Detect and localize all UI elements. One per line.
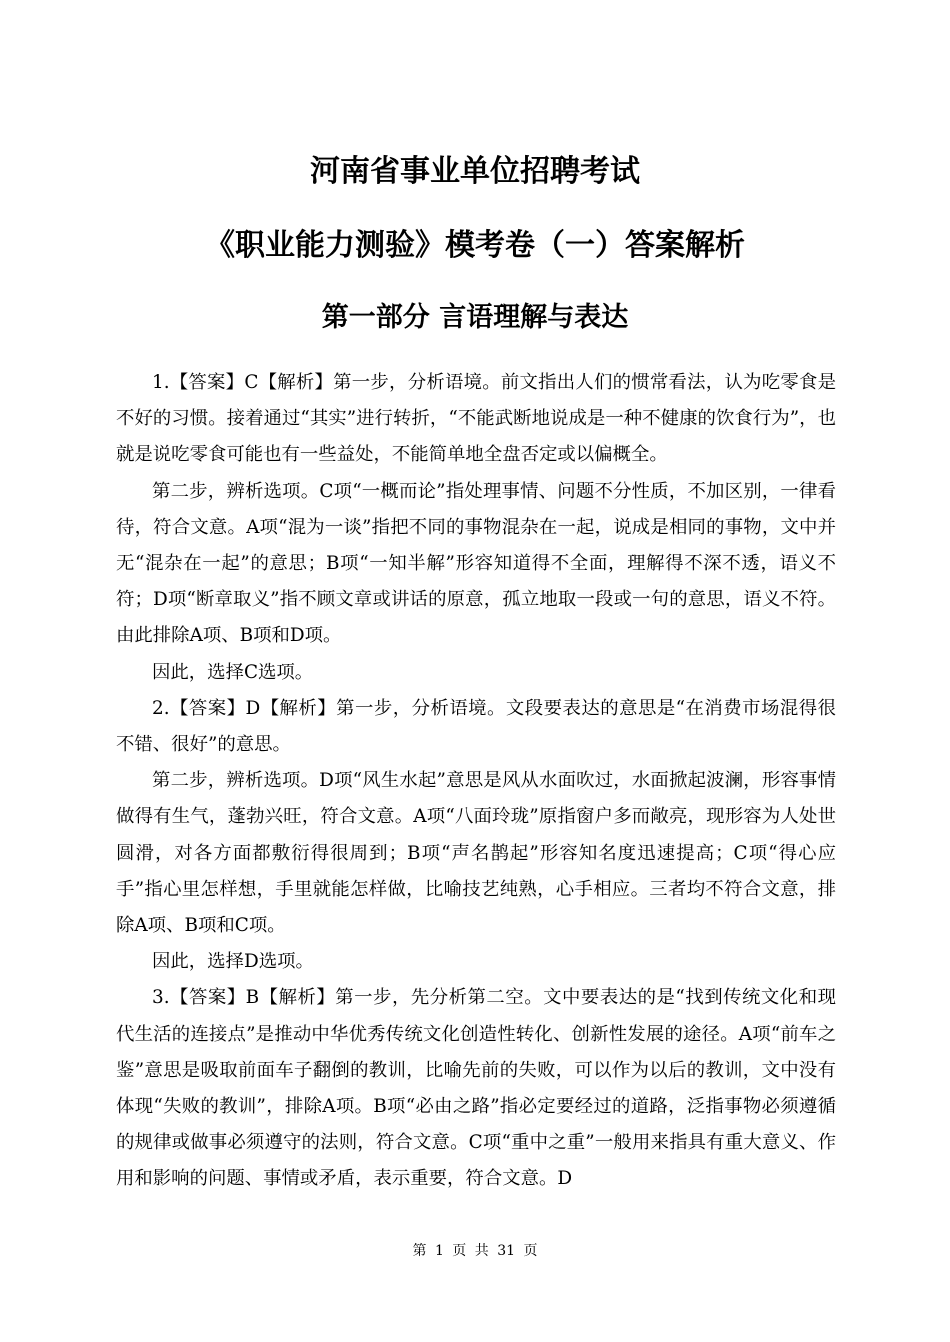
page-footer: 第 1 页 共 31 页 <box>412 1243 538 1259</box>
paragraph: 因此，选择C选项。 <box>152 661 314 683</box>
paragraph: 第二步，辨析选项。D项“风生水起”意思是风从水面吹过，水面掀起波澜，形容事情做得有生气，蓬勃兴旺，符合文意。A项“八面玲珑”原指窗户多而敞亮，现形容为人处世圆滑，对各方面都敷衍得很周到；B项“声名鹊起”形容知名度迅速提高；C项“得心应手”指心里怎样想，手里就能怎样做，比喻技艺纯熟，心手相应。三者均不符合文意，排除A项、B项和C项。 <box>116 770 836 937</box>
paragraph: 第二步，辨析选项。C项“一概而论”指处理事情、问题不分性质，不加区别，一律看待，符合文意。A项“混为一谈”指把不同的事物混杂在一起，说成是相同的事物，文中并无“混杂在一起”的意思；B项“一知半解”形容知道得不全面，理解得不深不透，语义不符；D项“断章取义”指不顾文章或讲话的原意，孤立地取一段或一句的意思，语义不符。由此排除A项、B项和D项。 <box>116 480 836 647</box>
document-subtitle: 《职业能力测验》模考卷（一）答案解析 <box>205 228 745 263</box>
paragraph: 2.【答案】D【解析】第一步，分析语境。文段要表达的意思是“在消费市场混得很不错、很好”的意思。 <box>116 697 836 756</box>
section-heading: 第一部分 言语理解与表达 <box>321 302 629 333</box>
paragraph: 1.【答案】C【解析】第一步，分析语境。前文指出人们的惯常看法，认为吃零食是不好的习惯。接着通过“其实”进行转折，“不能武断地说成是一种不健康的饮食行为”，也就是说吃零食可能也有一些益处，不能简单地全盘否定或以偏概全。 <box>116 372 836 466</box>
answer-explanations <box>116 365 836 1198</box>
document-title: 河南省事业单位招聘考试 <box>310 154 640 189</box>
paragraph: 3.【答案】B【解析】第一步，先分析第二空。文中要表达的是“找到传统文化和现代生活的连接点”是推动中华优秀传统文化创造性转化、创新性发展的途径。A项“前车之鉴”意思是吸取前面车子翻倒的教训，比喻先前的失败，可以作为以后的教训，文中没有体现“失败的教训”，排除A项。B项“必由之路”指必定要经过的道路，泛指事物必须遵循的规律或做事必须遵守的法则，符合文意。C项“重中之重”一般用来指具有重大意义、作用和影响的问题、事情或矛盾，表示重要，符合文意。D <box>116 987 836 1190</box>
paragraph: 因此，选择D选项。 <box>152 951 314 973</box>
